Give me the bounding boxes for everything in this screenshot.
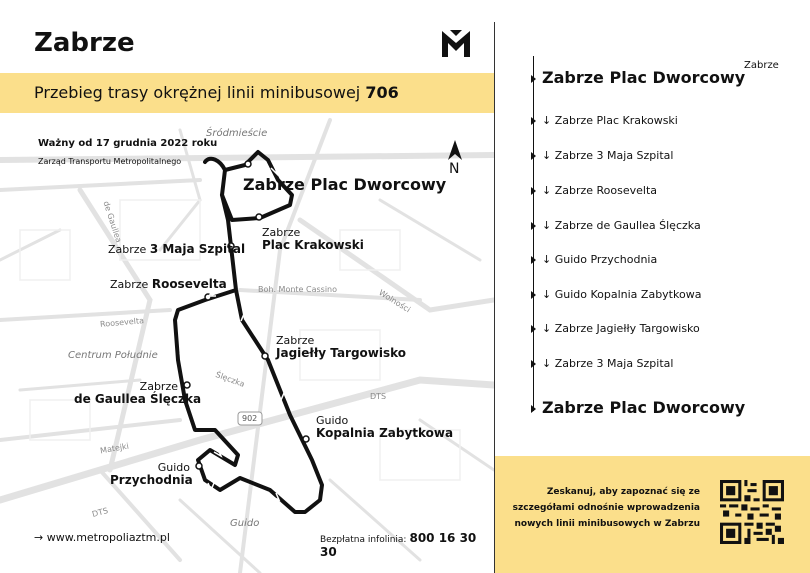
validity-date: Ważny od 17 grudnia 2022 roku [38,138,218,149]
website-link[interactable]: → www.metropoliaztm.pl [34,531,170,544]
list-item: ↓ Zabrze Plac Krakowski [531,114,678,127]
map-label-przychodnia: Guido Przychodnia [110,461,193,487]
map-label-jagielly: Zabrze Jagiełły Targowisko [276,334,407,360]
map-label-de-gaullea: Zabrze de Gaullea Ślęczka [74,380,202,406]
list-item: ↓ Zabrze 3 Maja Szpital [531,149,673,162]
stop-marker-icon [531,75,536,83]
list-item: ↓ Guido Kopalnia Zabytkowa [531,288,701,301]
map-label-kopalnia: Guido Kopalnia Zabytkowa [316,414,454,440]
north-label: N [449,161,460,177]
map-label-plac-krakowski: Zabrze Plac Krakowski [262,226,364,252]
street-sleczka: Ślęczka [214,370,246,389]
street-de-gaullea: de Gaullea [101,200,124,244]
qr-text: Zeskanuj, aby zapoznać się ze szczegółami odnośnie wprowadzenia nowych linii minibusowych w Zabrzu [512,487,700,529]
stop-marker-icon [531,405,536,413]
stop-marker-icon [531,187,536,195]
street-dts-east: DTS [370,392,387,401]
street-dts-west: DTS [91,506,110,519]
map-label-plac-dworcowy: Zabrze Plac Dworcowy [243,175,447,194]
street-matejki: Matejki [99,441,130,456]
district-centrum: Centrum Południe [68,350,158,361]
stop-marker-icon [531,325,536,333]
qr-code-icon[interactable] [720,480,784,544]
district-srodmiescie: Śródmieście [206,128,268,139]
stop-first: Zabrze Plac Dworcowy [531,68,745,87]
stop-marker-icon [531,117,536,125]
metropolia-logo-icon [440,27,472,59]
list-item: ↓ Guido Przychodnia [531,253,657,266]
stop-last: Zabrze Plac Dworcowy [531,398,745,417]
list-item: ↓ Zabrze 3 Maja Szpital [531,357,673,370]
list-item: ↓ Zabrze de Gaullea Ślęczka [531,219,701,232]
line-number: 706 [365,83,399,102]
stop-marker-icon [531,291,536,299]
stop-marker-icon [531,222,536,230]
route-title-band [0,73,494,113]
road-number: 902 [242,414,258,423]
route-title: Przebieg trasy okrężnej linii minibusowej 706 [34,83,399,102]
street-roosevelta: Roosevelta [99,316,145,329]
stop-marker-icon [531,256,536,264]
stops-town: Zabrze [744,60,779,71]
street-boh-monte-cassino: Boh. Monte Cassino [258,285,338,294]
stop-marker-icon [531,360,536,368]
stop-marker-icon [531,152,536,160]
infoline-number: 800 16 30 30 [320,531,477,559]
operator-name: Zarząd Transportu Metropolitalnego [38,157,182,166]
map-label-3-maja: Zabrze 3 Maja Szpital [108,242,246,256]
map-label-roosevelta: Zabrze Roosevelta [110,277,227,291]
list-item: ↓ Zabrze Roosevelta [531,184,657,197]
district-guido: Guido [230,518,260,529]
street-wolnosci: Wolności [377,288,412,315]
infoline: Bezpłatna infolinia: 800 16 30 30 [320,531,477,559]
city-title: Zabrze [34,28,135,58]
list-item: ↓ Zabrze Jagiełły Targowisko [531,322,700,335]
